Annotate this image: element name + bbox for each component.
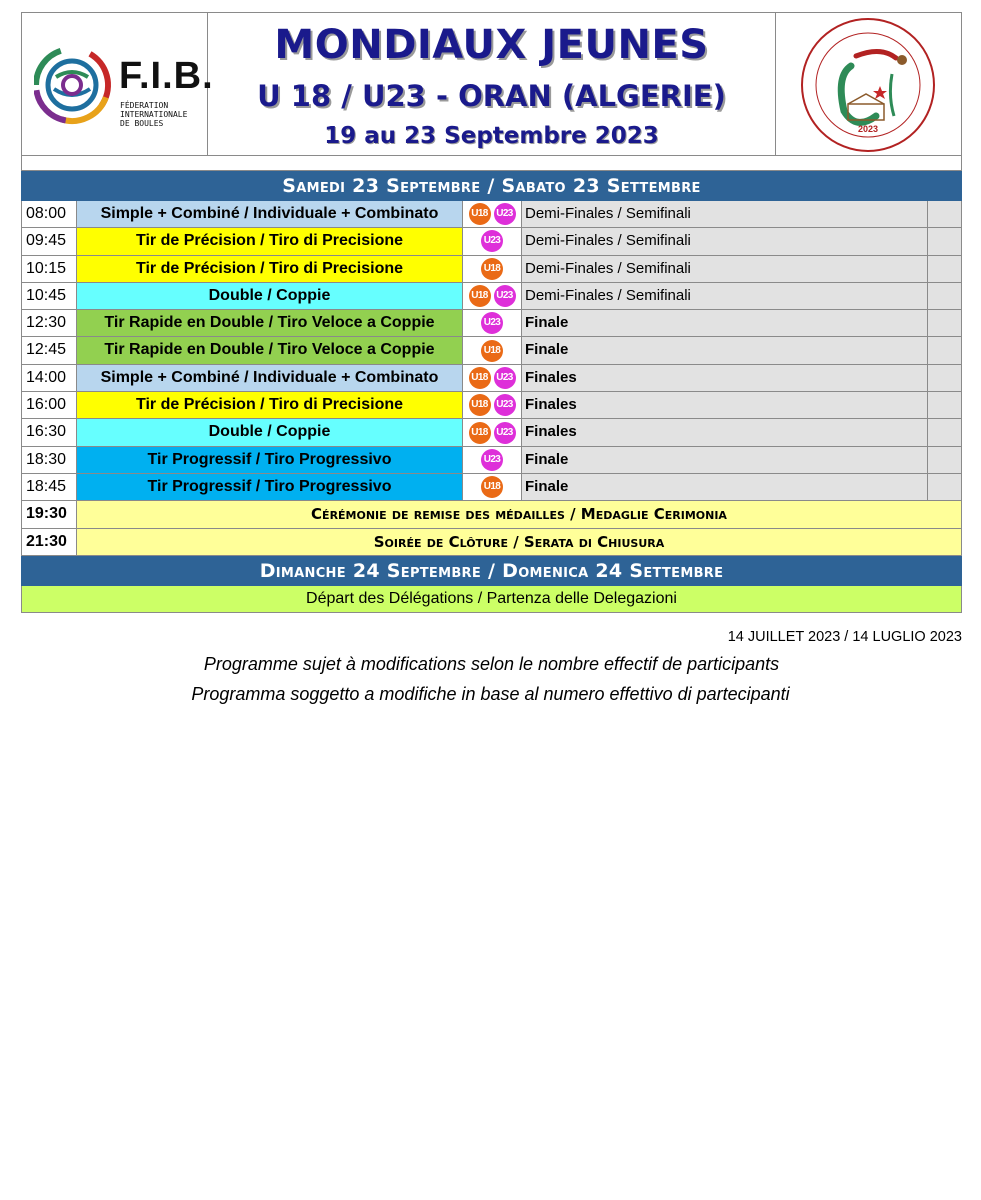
empty-cell: [928, 283, 961, 309]
session-discipline: Tir Progressif / Tiro Progressivo: [77, 447, 463, 473]
u18-category-badge: U18: [481, 258, 503, 280]
schedule-table: [21, 171, 962, 613]
header-spacer: [21, 156, 962, 171]
session-categories: [463, 419, 522, 445]
session-phase: Finale: [522, 310, 928, 336]
update-date: 14 JUILLET 2023 / 14 LUGLIO 2023: [727, 629, 962, 645]
session-discipline: Tir de Précision / Tiro di Precisione: [77, 256, 463, 282]
session-time: 12:30: [22, 310, 77, 336]
session-discipline: Simple + Combiné / Individuale + Combinato: [77, 201, 463, 227]
event-subtitle: U 18 / U23 - ORAN (ALGERIE): [257, 79, 726, 113]
session-phase: Demi-Finales / Semifinali: [522, 256, 928, 282]
session-phase: Finale: [522, 337, 928, 363]
session-categories: [463, 201, 522, 227]
session-categories: [463, 228, 522, 254]
schedule-row: [21, 365, 962, 392]
session-phase: Finale: [522, 447, 928, 473]
schedule-row: [21, 447, 962, 474]
fib-name-line: FÉDERATION: [120, 101, 169, 110]
seal-cell: [775, 13, 961, 155]
fib-logo-cell: [22, 13, 214, 155]
u23-category-badge: U23: [494, 367, 516, 389]
schedule-row: [21, 419, 962, 446]
ceremony-rows: [21, 501, 962, 556]
schedule-row: [21, 283, 962, 310]
u18-category-badge: U18: [481, 476, 503, 498]
fib-full-name: [120, 101, 187, 128]
session-discipline: Tir de Précision / Tiro di Precisione: [77, 228, 463, 254]
document-header: [21, 12, 962, 156]
session-phase: Finales: [522, 419, 928, 445]
empty-cell: [928, 447, 961, 473]
empty-cell: [928, 310, 961, 336]
ceremony-label: Cérémonie de remise des médailles / Medaglie Cerimonia: [77, 501, 961, 527]
u18-category-badge: U18: [481, 340, 503, 362]
ceremony-row: [21, 501, 962, 528]
u18-category-badge: U18: [469, 367, 491, 389]
departure-row: Départ des Délégations / Partenza delle Delegazioni: [21, 586, 962, 613]
u18-category-badge: U18: [469, 285, 491, 307]
session-time: 12:45: [22, 337, 77, 363]
u23-category-badge: U23: [494, 285, 516, 307]
session-time: 16:00: [22, 392, 77, 418]
u23-category-badge: U23: [481, 449, 503, 471]
session-time: 14:00: [22, 365, 77, 391]
title-cell: [208, 13, 775, 155]
session-phase: Finale: [522, 474, 928, 500]
session-phase: Demi-Finales / Semifinali: [522, 283, 928, 309]
event-dates: 19 au 23 Septembre 2023: [324, 123, 659, 149]
schedule-row: [21, 392, 962, 419]
schedule-row: [21, 201, 962, 228]
session-categories: [463, 337, 522, 363]
u18-category-badge: U18: [469, 422, 491, 444]
note-french: Programme sujet à modifications selon le nombre effectif de participants: [203, 654, 780, 674]
schedule-row: [21, 310, 962, 337]
u18-category-badge: U18: [469, 203, 491, 225]
fib-name-line: DE BOULES: [120, 119, 164, 128]
session-time: 10:15: [22, 256, 77, 282]
session-categories: [463, 474, 522, 500]
session-discipline: Tir de Précision / Tiro di Precisione: [77, 392, 463, 418]
session-categories: [463, 310, 522, 336]
u23-category-badge: U23: [494, 203, 516, 225]
session-phase: Finales: [522, 392, 928, 418]
empty-cell: [928, 365, 961, 391]
u23-category-badge: U23: [494, 422, 516, 444]
session-discipline: Double / Coppie: [77, 419, 463, 445]
session-discipline: Double / Coppie: [77, 283, 463, 309]
session-categories: [463, 365, 522, 391]
schedule-row: [21, 337, 962, 364]
empty-cell: [928, 419, 961, 445]
session-time: 08:00: [22, 201, 77, 227]
session-categories: [463, 447, 522, 473]
ceremony-time: 19:30: [22, 501, 77, 527]
session-discipline: Tir Rapide en Double / Tiro Veloce a Coppie: [77, 337, 463, 363]
empty-cell: [928, 228, 961, 254]
note-italian: Programma soggetto a modifiche in base al numero effettivo di partecipanti: [191, 684, 790, 704]
saturday-rows: [21, 201, 962, 501]
session-phase: Demi-Finales / Semifinali: [522, 201, 928, 227]
schedule-row: [21, 228, 962, 255]
session-phase: Finales: [522, 365, 928, 391]
ceremony-label: Soirée de Clôture / Serata di Chiusura: [77, 529, 961, 555]
oran-seal-icon: [796, 16, 941, 154]
fib-abbreviation: F.I.B.: [119, 55, 214, 97]
day-header-saturday: Samedi 23 Septembre / Sabato 23 Settembre: [21, 171, 962, 201]
u18-category-badge: U18: [469, 394, 491, 416]
fib-name-line: INTERNATIONALE: [120, 110, 188, 119]
seal-year: 2023: [858, 124, 879, 134]
session-categories: [463, 256, 522, 282]
schedule-row: [21, 256, 962, 283]
empty-cell: [928, 201, 961, 227]
session-discipline: Tir Progressif / Tiro Progressivo: [77, 474, 463, 500]
session-time: 16:30: [22, 419, 77, 445]
empty-cell: [928, 337, 961, 363]
event-title: MONDIAUX JEUNES: [274, 22, 709, 68]
empty-cell: [928, 392, 961, 418]
day-header-sunday: Dimanche 24 Septembre / Domenica 24 Settembre: [21, 556, 962, 586]
empty-cell: [928, 256, 961, 282]
session-categories: [463, 283, 522, 309]
session-discipline: Simple + Combiné / Individuale + Combinato: [77, 365, 463, 391]
empty-cell: [928, 474, 961, 500]
ceremony-time: 21:30: [22, 529, 77, 555]
session-time: 10:45: [22, 283, 77, 309]
u23-category-badge: U23: [494, 394, 516, 416]
session-time: 18:45: [22, 474, 77, 500]
session-time: 09:45: [22, 228, 77, 254]
u23-category-badge: U23: [481, 230, 503, 252]
session-time: 18:30: [22, 447, 77, 473]
u23-category-badge: U23: [481, 312, 503, 334]
session-categories: [463, 392, 522, 418]
session-phase: Demi-Finales / Semifinali: [522, 228, 928, 254]
session-discipline: Tir Rapide en Double / Tiro Veloce a Coppie: [77, 310, 463, 336]
schedule-row: [21, 474, 962, 501]
ceremony-row: [21, 529, 962, 556]
